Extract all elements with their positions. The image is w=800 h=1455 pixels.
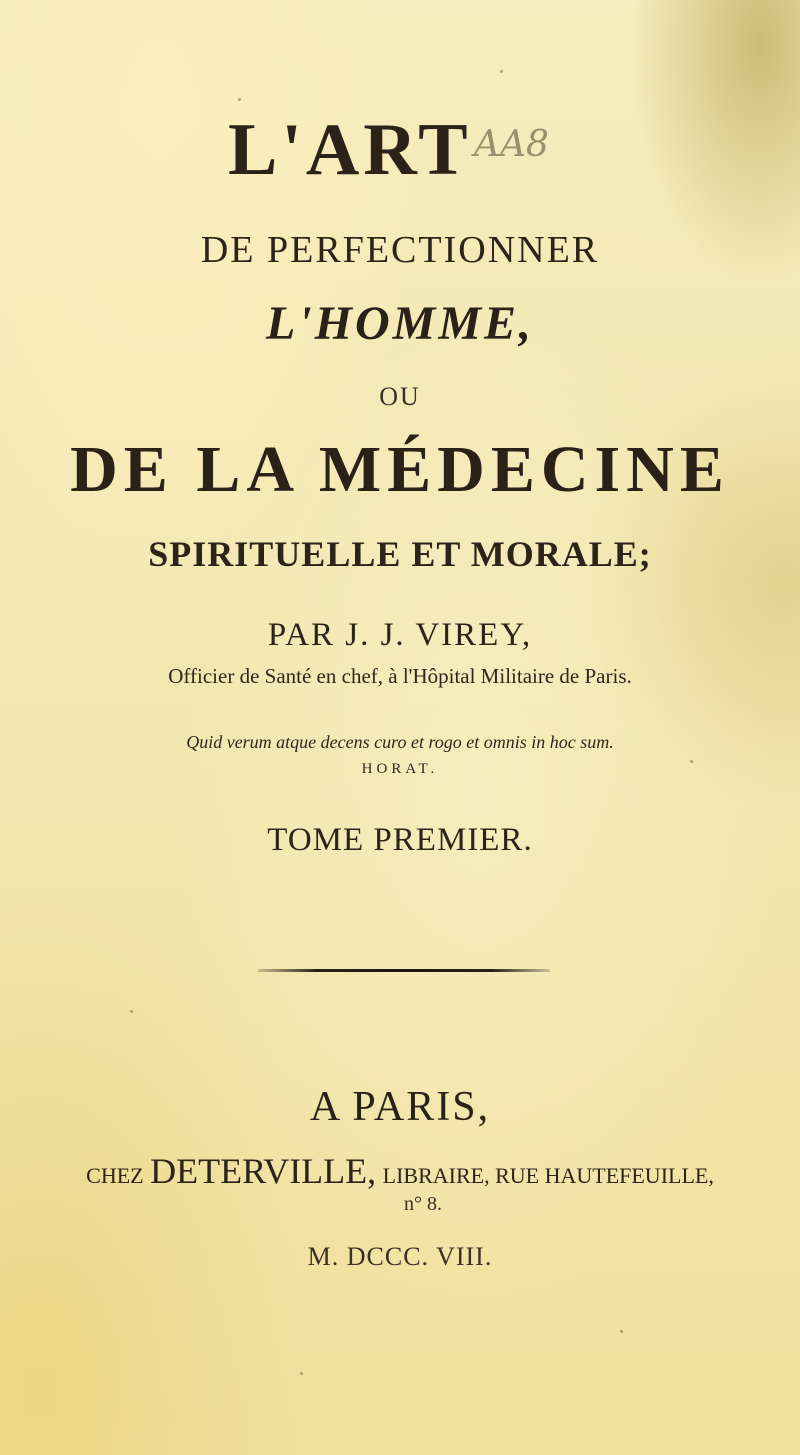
epigraph-author: HORAT.: [361, 761, 439, 777]
address-number: n° 8.: [404, 1193, 442, 1215]
subtitle-ou: OU: [379, 382, 421, 411]
subtitle-perfectionner: DE PERFECTIONNER: [200, 229, 600, 271]
publisher-line: [0, 1150, 800, 1192]
subtitle-medecine: DE LA MÉDECINE: [70, 433, 730, 506]
paper-speck: [300, 1372, 303, 1375]
publisher-prefix: CHEZ: [86, 1163, 144, 1188]
paper-speck: [130, 1010, 133, 1013]
handwritten-annotation: AA8: [474, 124, 549, 165]
paper-speck: [620, 1330, 623, 1333]
paper-speck: [690, 760, 693, 763]
publisher-details: LIBRAIRE, RUE HAUTEFEUILLE,: [382, 1163, 714, 1188]
author-role: Officier de Santé en chef, à l'Hôpital Militaire de Paris.: [168, 664, 632, 688]
publication-place: A PARIS,: [309, 1084, 491, 1130]
ornamental-divider: [258, 969, 550, 972]
subtitle-spirituelle: SPIRITUELLE ET MORALE;: [148, 534, 652, 574]
paper-speck: [500, 70, 503, 73]
epigraph: Quid verum atque decens curo et rogo et omnis in hoc sum.: [186, 732, 614, 752]
publisher-name: DETERVILLE,: [150, 1151, 377, 1191]
paper-speck: [238, 98, 241, 101]
author-name: PAR J. J. VIREY,: [267, 617, 533, 653]
subtitle-homme: L'HOMME,: [265, 297, 535, 350]
title-art: L'ART: [228, 109, 472, 191]
publication-date: M. DCCC. VIII.: [307, 1242, 493, 1271]
tome-label: TOME PREMIER.: [267, 822, 533, 858]
